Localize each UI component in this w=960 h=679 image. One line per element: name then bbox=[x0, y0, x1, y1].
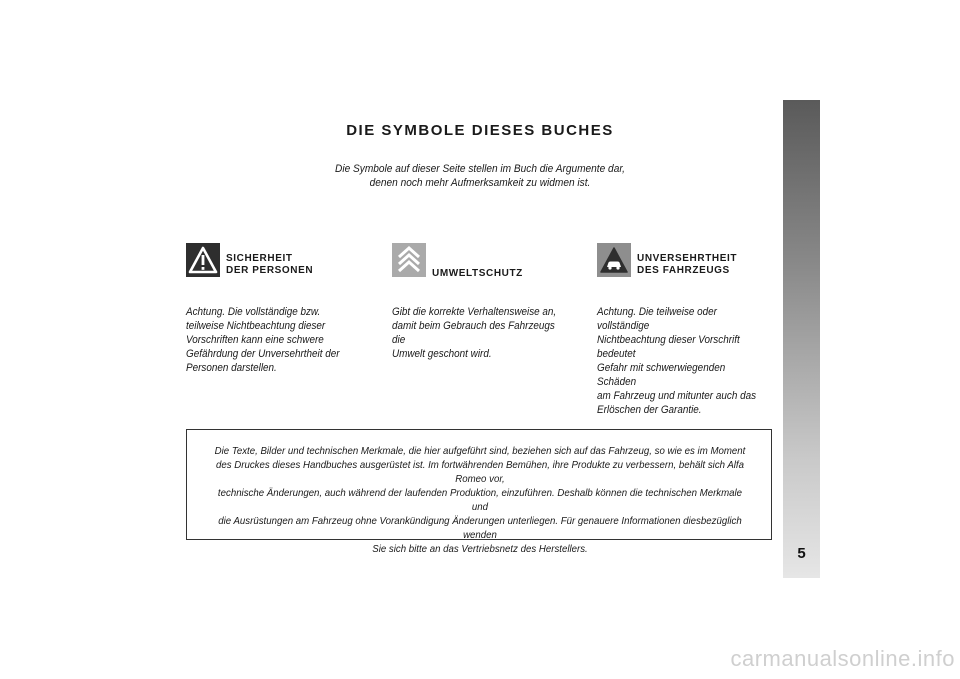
intro-line: denen noch mehr Aufmerksamkeit zu widmen ist. bbox=[369, 177, 591, 189]
text-line: teilweise Nichtbeachtung dieser bbox=[186, 320, 326, 332]
disclaimer-box bbox=[186, 429, 772, 555]
intro-line: Die Symbole auf dieser Seite stellen im Buch die Argumente dar, bbox=[335, 163, 625, 175]
symbol-label: SICHERHEIT bbox=[226, 253, 293, 264]
text-line: Achtung. Die vollständige bzw. bbox=[186, 306, 321, 318]
page-title: DIE SYMBOLE DIESES BUCHES bbox=[346, 122, 614, 139]
text-line: Personen darstellen. bbox=[186, 362, 277, 374]
text-line: Umwelt geschont wird. bbox=[392, 348, 492, 360]
text-line: damit beim Gebrauch des Fahrzeugs die bbox=[392, 320, 555, 346]
symbol-description bbox=[186, 305, 353, 375]
side-tab bbox=[783, 100, 820, 578]
text-line: Die Texte, Bilder und technischen Merkmale, die hier aufgeführt sind, beziehen sich auf das Fahrzeug, so wie es im Moment bbox=[214, 445, 746, 457]
text-line: Gibt die korrekte Verhaltensweise an, bbox=[392, 306, 557, 318]
text-line: Erlöschen der Garantie. bbox=[597, 404, 702, 416]
text-line: Gefährdung der Unversehrtheit der bbox=[186, 348, 340, 360]
text-line: des Druckes dieses Handbuches ausgerüstet ist. Im fortwährenden Bemühen, ihre Produkte zu verbessern, behält sich Alfa Romeo vor, bbox=[215, 459, 744, 485]
text-line: die Ausrüstungen am Fahrzeug ohne Vorankündigung Änderungen unterliegen. Für genauere Informationen diesbezüglich wenden bbox=[218, 515, 742, 541]
text-line: technische Änderungen, auch während der laufenden Produktion, einzuführen. Deshalb können die technischen Merkmale und bbox=[217, 487, 743, 513]
warning-triangle-icon bbox=[186, 243, 220, 277]
symbol-label: DER PERSONEN bbox=[226, 265, 314, 276]
text-line: am Fahrzeug und mitunter auch das bbox=[597, 390, 757, 402]
intro-text bbox=[314, 162, 645, 190]
symbol-label: UNVERSEHRTHEIT bbox=[637, 253, 738, 264]
text-line: Vorschriften kann eine schwere bbox=[186, 334, 324, 346]
symbol-description bbox=[597, 305, 764, 417]
disclaimer-text bbox=[210, 444, 749, 556]
text-line: Achtung. Die teilweise oder vollständige bbox=[597, 306, 717, 332]
recycle-chevrons-icon bbox=[392, 243, 426, 277]
symbol-label: UMWELTSCHUTZ bbox=[432, 268, 523, 279]
page-number: 5 bbox=[797, 545, 806, 562]
symbol-label: DES FAHRZEUGS bbox=[637, 265, 730, 276]
text-line: Sie sich bitte an das Vertriebsnetz des Herstellers. bbox=[372, 543, 588, 555]
text-line: Nichtbeachtung dieser Vorschrift bedeutet bbox=[597, 334, 740, 360]
watermark: carmanualsonline.info bbox=[730, 646, 955, 671]
text-line: Gefahr mit schwerwiegenden Schäden bbox=[597, 362, 726, 388]
car-warning-icon bbox=[597, 243, 631, 277]
symbol-description bbox=[392, 305, 559, 361]
